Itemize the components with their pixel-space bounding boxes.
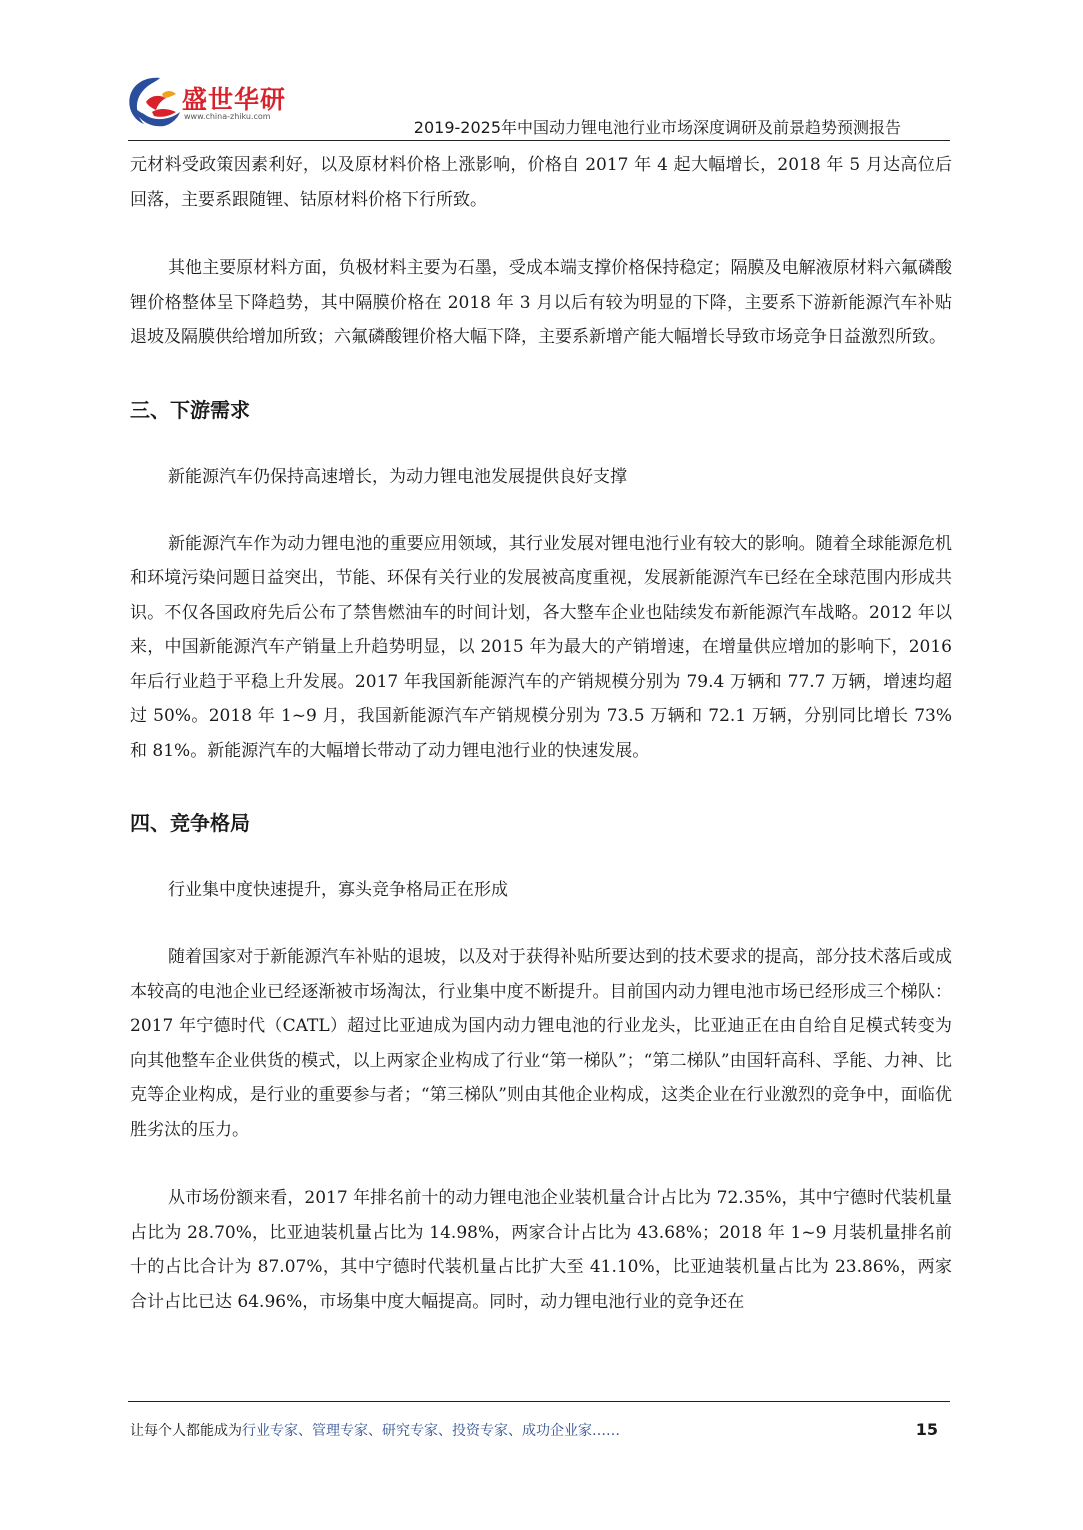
footer-slogan-roles: 行业专家、管理专家、研究专家、投资专家、成功企业家……	[242, 1423, 620, 1439]
subheading-competition: 行业集中度快速提升，寡头竞争格局正在形成	[168, 880, 508, 900]
logo-emblem-icon	[122, 72, 184, 134]
page-content	[130, 148, 952, 1319]
page-header	[0, 0, 1083, 150]
paragraph-ev-demand: 新能源汽车作为动力锂电池的重要应用领域，其行业发展对锂电池行业有较大的影响。随着全球能源危机和环境污染问题日益突出，节能、环保有关行业的发展被高度重视，发展新能源汽车已经在全球范围内形成共识。不仅各国政府先后公布了禁售燃油车的时间计划，各大整车企业也陆续发布新能源汽车战略。2012 年以来，中国新能源汽车产销量上升趋势明显，以 2015 年为最大的产销增速，在增量供应增加的影响下，2016 年后行业趋于平稳上升发展。2017 年我国新能源汽车的产销规模分别为 79.4 万辆和 77.7 万辆，增速均超过 50%。2018 年 1~9 月，我国新能源汽车产销规模分别为 73.5 万辆和 72.1 万辆，分别同比增长 73%和 81%。新能源汽车的大幅增长带动了动力锂电池行业的快速发展。	[130, 533, 952, 761]
page-footer	[130, 1420, 952, 1446]
paragraph-continued: 元材料受政策因素利好，以及原材料价格上涨影响，价格自 2017 年 4 起大幅增长，2018 年 5 月达高位后回落，主要系跟随锂、钴原材料价格下行所致。	[130, 155, 952, 210]
header-divider	[128, 140, 950, 141]
footer-divider	[128, 1401, 950, 1402]
company-logo	[122, 72, 287, 134]
logo-name: 盛世华研	[182, 85, 287, 114]
subheading-downstream: 新能源汽车仍保持高速增长，为动力锂电池发展提供良好支撑	[168, 466, 627, 487]
paragraph-market-share: 从市场份额来看，2017 年排名前十的动力锂电池企业装机量合计占比为 72.35%，其中宁德时代装机量占比为 28.70%，比亚迪装机量占比为 14.98%，两家合计占比为 43.68%；2018 年 1~9 月装机量排名前十的占比合计为 87.07%，其中宁德时代装机量占比扩大至 41.10%，比亚迪装机量占比为 23.86%，两家合计占比已达 64.96%，市场集中度大幅提高。同时，动力锂电池行业的竞争还在	[130, 1188, 952, 1312]
section-heading-competition: 四、竞争格局	[130, 811, 250, 835]
page-number: 15	[915, 1420, 938, 1439]
footer-slogan-lead: 让每个人都能成为	[130, 1423, 242, 1439]
logo-url: www.china-zhiku.com	[184, 112, 271, 121]
section-heading-downstream: 三、下游需求	[130, 397, 250, 422]
paragraph-raw-materials: 其他主要原材料方面，负极材料主要为石墨，受成本端支撑价格保持稳定；隔膜及电解液原材料六氟磷酸锂价格整体呈下降趋势，其中隔膜价格在 2018 年 3 月以后有较为明显的下降，主要系下游新能源汽车补贴退坡及隔膜供给增加所致；六氟磷酸锂价格大幅下降，主要系新增产能大幅增长导致市场竞争日益激烈所致。	[130, 258, 952, 347]
report-title: 2019-2025年中国动力锂电池行业市场深度调研及前景趋势预测报告	[413, 118, 901, 137]
paragraph-competition-tiers: 随着国家对于新能源汽车补贴的退坡，以及对于获得补贴所要达到的技术要求的提高，部分技术落后或成本较高的电池企业已经逐渐被市场淘汰，行业集中度不断提升。目前国内动力锂电池市场已经形成三个梯队：2017 年宁德时代（CATL）超过比亚迪成为国内动力锂电池的行业龙头，比亚迪正在由自给自足模式转变为向其他整车企业供货的模式，以上两家企业构成了行业“第一梯队”；“第二梯队”由国轩高科、孚能、力神、比克等企业构成，是行业的重要参与者；“第三梯队”则由其他企业构成，这类企业在行业激烈的竞争中，面临优胜劣汰的压力。	[130, 947, 952, 1140]
